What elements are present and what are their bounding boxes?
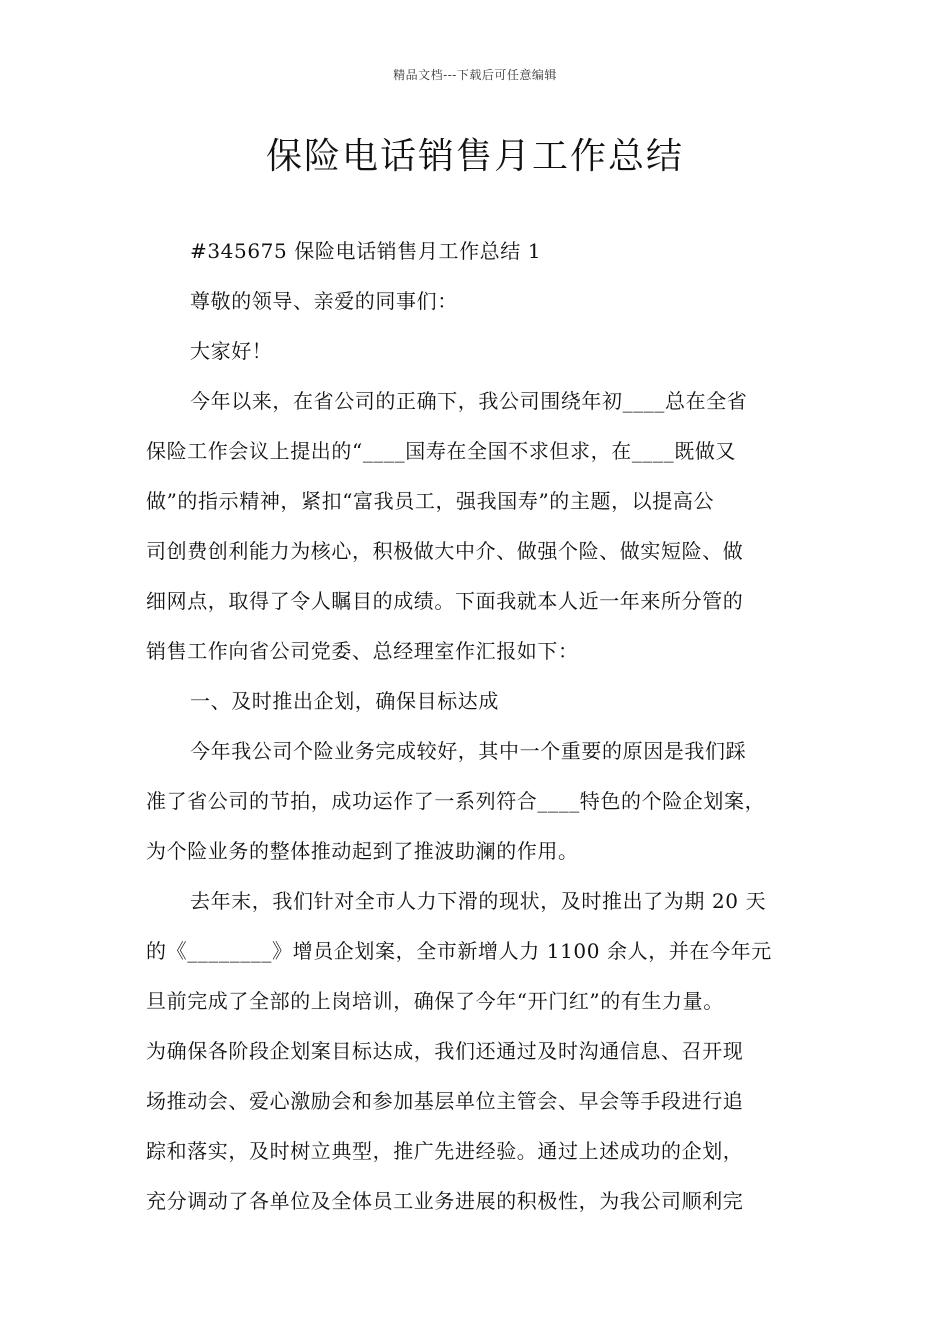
body-line: 场推动会、爱心激励会和参加基层单位主管会、早会等手段进行追 (146, 1089, 744, 1113)
document-body (146, 226, 836, 1226)
body-line: 销售工作向省公司党委、总经理室作汇报如下： (146, 639, 579, 663)
body-line: 准了省公司的节拍，成功运作了一系列符合____特色的个险企划案， (146, 789, 766, 813)
body-line: 踪和落实，及时树立典型，推广先进经验。通过上述成功的企划， (146, 1139, 744, 1163)
body-line: 为确保各阶段企划案目标达成，我们还通过及时沟通信息、召开现 (146, 1039, 744, 1063)
body-line: 大家好！ (190, 339, 273, 363)
body-line: 司创费创利能力为核心，积极做大中介、做强个险、做实短险、做 (146, 539, 744, 563)
body-line: 细网点，取得了令人瞩目的成绩。下面我就本人近一年来所分管的 (146, 589, 744, 613)
body-line: 去年末，我们针对全市人力下滑的现状，及时推出了为期 20 天 (190, 889, 767, 913)
body-line: 充分调动了各单位及全体员工业务进展的积极性，为我公司顺利完 (146, 1189, 744, 1213)
document-title: 保险电话销售月工作总结 (265, 136, 684, 177)
body-line: #345675 保险电话销售月工作总结 1 (190, 239, 542, 263)
body-line: 一、及时推出企划，确保目标达成 (190, 689, 499, 713)
body-line: 保险工作会议上提出的“____国寿在全国不求但求，在____既做又 (146, 439, 737, 463)
body-line: 旦前完成了全部的上岗培训，确保了今年“开门红”的有生力量。 (146, 989, 724, 1013)
body-line: 的《________》增员企划案，全市新增人力 1100 余人，并在今年元 (146, 939, 772, 963)
body-line: 今年我公司个险业务完成较好，其中一个重要的原因是我们踩 (190, 739, 747, 763)
body-line: 尊敬的领导、亲爱的同事们： (190, 289, 458, 313)
header-note: 精品文档---下载后可任意编辑 (393, 68, 557, 82)
body-line: 为个险业务的整体推动起到了推波助澜的作用。 (146, 839, 579, 863)
body-line: 做”的指示精神，紧扣“富我员工，强我国寿”的主题，以提高公 (146, 489, 715, 513)
body-line: 今年以来，在省公司的正确下，我公司围绕年初____总在全省 (190, 389, 748, 413)
